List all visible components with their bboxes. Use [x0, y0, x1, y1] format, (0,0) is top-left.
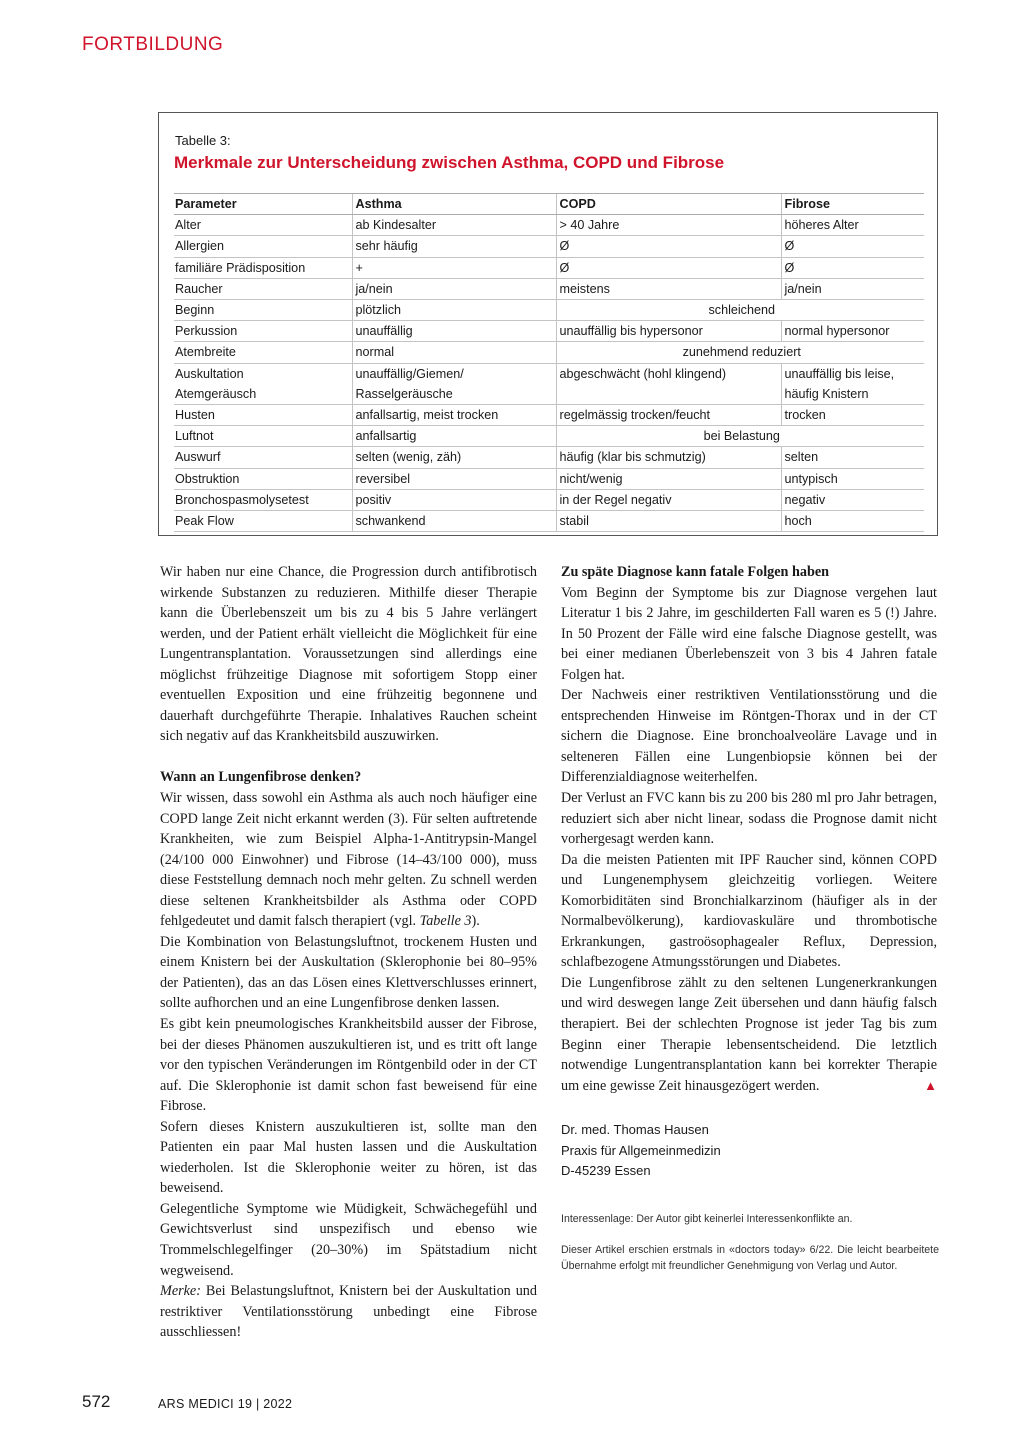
body-paragraph: Der Nachweis einer restriktiven Ventilationsstörung und die entsprechenden Hinweise im Röntgen-Thorax und in der CT sichern die Diagnose. Eine bronchoalveoläre Lavage und in selteneren Fällen eine Lungenbiopsie können bei der Differenzialdiagnose weiterhelfen.: [561, 687, 937, 786]
table-row: [174, 278, 924, 299]
table-body: [174, 215, 924, 532]
table-cell: unauffällig/Giemen/ Rasselgeräusche: [352, 363, 556, 404]
table-row: [174, 489, 924, 510]
table-cell: Ø: [556, 236, 781, 257]
table-reference: Tabelle 3: [419, 913, 472, 930]
table-cell: Obstruktion: [174, 468, 352, 489]
table-cell: meistens: [556, 278, 781, 299]
table-cell: anfallsartig: [352, 426, 556, 447]
table-cell: normal hypersonor: [781, 321, 924, 342]
table-cell: positiv: [352, 489, 556, 510]
table-cell: Alter: [174, 215, 352, 236]
table-cell: Beginn: [174, 300, 352, 321]
table-row: [174, 300, 924, 321]
column-header: COPD: [556, 194, 781, 215]
table-cell: Luftnot: [174, 426, 352, 447]
table-cell: Allergien: [174, 236, 352, 257]
table-row: [174, 257, 924, 278]
body-paragraph: Gelegentliche Symptome wie Müdigkeit, Schwächegefühl und Gewichtsverlust sind unspezifisch und ebenso wie Trommelschlegelfinger (20–30%) im Spätstadium nicht wegweisend.: [160, 1200, 537, 1279]
author-name: Dr. med. Thomas Hausen: [561, 1122, 709, 1137]
table-cell: +: [352, 257, 556, 278]
table-cell: ja/nein: [781, 278, 924, 299]
table-cell: selten: [781, 447, 924, 468]
note-paragraph: Merke: Bei Belastungsluftnot, Knistern bei der Auskultation und restriktiver Ventilationsstörung unbedingt eine Fibrose ausschliessen!: [160, 1283, 537, 1341]
table-cell: Perkussion: [174, 321, 352, 342]
table-cell: ab Kindesalter: [352, 215, 556, 236]
table-cell: abgeschwächt (hohl klingend): [556, 363, 781, 404]
comparison-table: [174, 193, 924, 532]
table-row: [174, 426, 924, 447]
table-cell: Ø: [781, 236, 924, 257]
table-row: [174, 447, 924, 468]
table-cell: Ø: [781, 257, 924, 278]
table-cell: Raucher: [174, 278, 352, 299]
table-cell: in der Regel negativ: [556, 489, 781, 510]
end-of-article-icon: ▲: [924, 1077, 937, 1093]
table-cell: plötzlich: [352, 300, 556, 321]
table-cell: Peak Flow: [174, 511, 352, 532]
body-paragraph: Vom Beginn der Symptome bis zur Diagnose vergehen laut Literatur 1 bis 2 Jahre, im geschilderten Fall waren es 5 (!) Jahre. In 50 Prozent der Fälle wird eine falsche Diagnose gestellt, was bei einer medianen Überlebenszeit von 3 bis 4 Jahren fatale Folgen hat.: [561, 584, 937, 683]
table-cell: hoch: [781, 511, 924, 532]
author-block: [561, 1120, 721, 1182]
table-cell: schleichend: [556, 300, 924, 321]
author-city: D-45239 Essen: [561, 1163, 651, 1178]
left-column: [160, 562, 537, 1343]
table-cell: häufig (klar bis schmutzig): [556, 447, 781, 468]
column-header: Fibrose: [781, 194, 924, 215]
source-note: Dieser Artikel erschien erstmals in «doctors today» 6/22. Die leicht bearbeitete Übernahme erfolgt mit freundlicher Genehmigung von Verlag und Autor.: [561, 1244, 939, 1272]
table-cell: Atembreite: [174, 342, 352, 363]
body-paragraph: Wir wissen, dass sowohl ein Asthma als auch noch häufiger eine COPD lange Zeit nicht erkannt werden (3). Für selten auftretende Krankheiten, wie zum Beispiel Alpha-1-Antitrypsin-Mangel (24/100 000 Einwohner) und Fibrose (14–43/100 000), muss diese Feststellung demnach noch mehr gelten. Zu schnell werden diese seltenen Krankheitsbilder als Asthma oder COPD fehlgedeutet und damit falsch therapiert (vgl. Tabelle 3).: [160, 789, 537, 930]
body-paragraph: Da die meisten Patienten mit IPF Raucher sind, können COPD und Lungenemphysem gleichzeitig vorliegen. Weitere Komorbiditäten sind Bronchialkarzinom (häufiger als in der Normalbevölkerung), kardiovaskuläre und thrombotische Erkrankungen, gastroösophagealer Reflux, Depression, schlafbezogene Atmungsstörungen und Diabetes.: [561, 851, 937, 971]
table-cell: stabil: [556, 511, 781, 532]
table-header-row: [174, 194, 924, 215]
table-cell: sehr häufig: [352, 236, 556, 257]
table-cell: bei Belastung: [556, 426, 924, 447]
table-cell: anfallsartig, meist trocken: [352, 405, 556, 426]
table-row: [174, 215, 924, 236]
table-cell: Auskultation Atemgeräusch: [174, 363, 352, 404]
table-cell: unauffällig: [352, 321, 556, 342]
table-cell: unauffällig bis leise, häufig Knistern: [781, 363, 924, 404]
body-paragraph: Die Lungenfibrose zählt zu den seltenen Lungenerkrankungen und wird deswegen lange Zeit übersehen und dann häufig falsch therapiert. Bei der schlechten Prognose ist jeder Tag bis zum Beginn einer Therapie lebensentscheidend. Die letztlich notwendige Lungentransplantation kann bei korrekter Therapie um eine gewisse Zeit hinausgezögert werden. ▲: [561, 973, 937, 1096]
table-title: Merkmale zur Unterscheidung zwischen Asthma, COPD und Fibrose: [174, 153, 725, 172]
table-cell: schwankend: [352, 511, 556, 532]
section-heading: Wann an Lungenfibrose denken?: [160, 769, 362, 786]
table-cell: untypisch: [781, 468, 924, 489]
section-title: FORTBILDUNG: [82, 34, 224, 55]
right-column: [561, 562, 937, 1096]
body-paragraph: Es gibt kein pneumologisches Krankheitsbild ausser der Fibrose, bei der dieses Phänomen auszukultieren ist, und es tritt oft lange vor den typischen Veränderungen im Röntgenbild oder in der CT auf. Die Sklerophonie ist damit schon fast beweisend für eine Fibrose.: [160, 1015, 537, 1115]
table-cell: Husten: [174, 405, 352, 426]
table-row: [174, 342, 924, 363]
body-paragraph: Sofern dieses Knistern auszukultieren ist, sollte man den Patienten ein paar Mal husten lassen und die Auskultation wiederholen. Ist die Sklerophonie weiter zu hören, ist das beweisend.: [160, 1118, 537, 1197]
table-cell: nicht/wenig: [556, 468, 781, 489]
page-number: 572: [82, 1392, 111, 1411]
table-cell: Auswurf: [174, 447, 352, 468]
table-cell: trocken: [781, 405, 924, 426]
section-heading: Zu späte Diagnose kann fatale Folgen haben: [561, 564, 830, 580]
body-paragraph: Wir haben nur eine Chance, die Progression durch antifibrotisch wirkende Substanzen zu reduzieren. Mithilfe dieser Therapie kann die Überlebenszeit um bis zu 4 bis 5 Jahre verlängert werden, und der Patient erhält vielleicht die Möglichkeit für eine Lungentransplantation. Voraussetzungen sind allerdings eine möglichst frühzeitige Diagnose mit sofortigem Stopp einer eventuellen Exposition und eine frühzeitig begonnene und dauerhaft durchgeführte Therapie. Inhalatives Rauchen scheint sich negativ auf das Krankheitsbild auszuwirken.: [160, 564, 537, 745]
table-row: [174, 405, 924, 426]
column-header: Parameter: [174, 194, 352, 215]
table-cell: selten (wenig, zäh): [352, 447, 556, 468]
table-cell: normal: [352, 342, 556, 363]
table-cell: Bronchospasmolysetest: [174, 489, 352, 510]
author-practice: Praxis für Allgemeinmedizin: [561, 1142, 721, 1158]
table-cell: ja/nein: [352, 278, 556, 299]
table-row: [174, 363, 924, 404]
table-cell: unauffällig bis hypersonor: [556, 321, 781, 342]
note-label: Merke:: [160, 1283, 201, 1300]
body-paragraph: Der Verlust an FVC kann bis zu 200 bis 280 ml pro Jahr betragen, reduziert sich aber nicht linear, sodass die Prognose damit nicht vorhergesagt werden kann.: [561, 790, 937, 848]
table-cell: reversibel: [352, 468, 556, 489]
table-row: [174, 321, 924, 342]
table-cell: höheres Alter: [781, 215, 924, 236]
column-header: Asthma: [352, 194, 556, 215]
table-cell: negativ: [781, 489, 924, 510]
table-cell: Ø: [556, 257, 781, 278]
journal-name: ARS MEDICI 19 | 2022: [158, 1397, 293, 1411]
table-cell: zunehmend reduziert: [556, 342, 924, 363]
table-cell: regelmässig trocken/feucht: [556, 405, 781, 426]
table-row: [174, 236, 924, 257]
table-label: Tabelle 3:: [175, 133, 231, 148]
body-paragraph: Die Kombination von Belastungsluftnot, trockenem Husten und einem Knistern bei der Auskultation (Sklerophonie bei 80–95% der Patienten), das an das Lösen eines Klettverschlusses erinnert, sollte aufhorchen und an eine Lungenfibrose denken lassen.: [160, 933, 537, 1012]
conflict-note: Interessenlage: Der Autor gibt keinerlei Interessenkonflikte an.: [561, 1213, 853, 1225]
table-cell: > 40 Jahre: [556, 215, 781, 236]
table-cell: familiäre Prädisposition: [174, 257, 352, 278]
table-row: [174, 468, 924, 489]
table-figure: [158, 112, 938, 536]
table-row: [174, 511, 924, 532]
